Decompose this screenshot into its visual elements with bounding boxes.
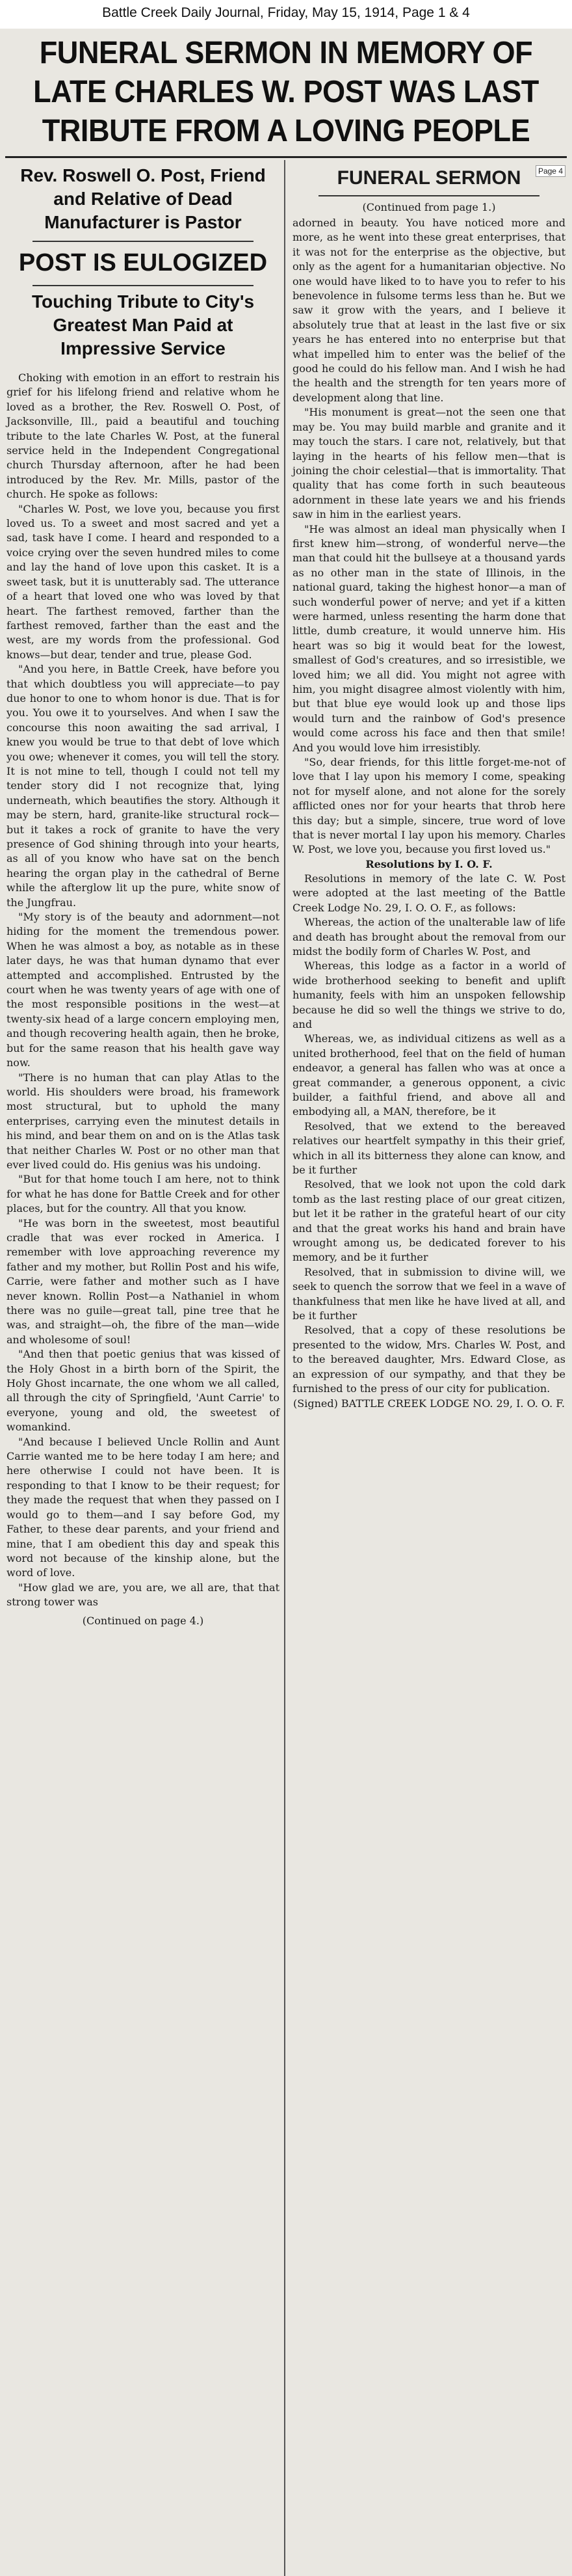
page-caption: Battle Creek Daily Journal, Friday, May 15, 1914, Page 1 & 4 bbox=[102, 5, 470, 20]
article-paragraph: "Charles W. Post, we love you, because you first loved us. To a sweet and most sacred and yet a sad, task have I come. I heard and responded to a voice crying over the seven hundred miles to come and lay the hand of love upon this casket. It is a sweet task, but it is unutterably sad. The utterance of a heart that loved one who was loved by that heart. The farthest removed, farther than the farthest removed, farther than the east and the west, are my words from the professional. God knows—but dear, tender and true, please God. bbox=[6, 502, 280, 661]
article-paragraph: "So, dear friends, for this little forget-me-not of love that I lay upon his memory I come, speaking not for myself alone, and not alone for the sorely afflicted ones nor for your hearts that throb here this day; but a simple, sincere, true word of love that is never mortal I lay upon his memory. Charles W. Post, we love you, because you first loved us." bbox=[292, 756, 566, 856]
article-paragraph: "There is no human that can play Atlas to the world. His shoulders were broad, his framework most structural, but to uphold the many enterprises, carrying even the minutest details in his mind, and bear them on and on is the Atlas task that neither Charles W. Post or no other man that ever lived could do. His genius was his undoing. bbox=[6, 1071, 280, 1171]
resolution-paragraph: Whereas, the action of the unalterable law of life and death has brought about the removal from our midst the bodily form of Charles W. Post, and bbox=[292, 916, 566, 958]
resolution-paragraph: Whereas, this lodge as a factor in a world of wide brotherhood seeking to benefit and uplift humanity, feels with him an unspoken fellowship because he did so well the things we strive to do, and bbox=[292, 959, 566, 1030]
article-paragraph: "My story is of the beauty and adornment—not hiding for the moment the tremendous power. When he was almost a boy, as notable as in these later days, he was that human dynamo that ever attempted and accomplished. Entrusted by the court when he was twenty years of age with one of the most responsible positions in the west—at twenty-six head of a large concern employing men, and though recovering health again, then he broke, but for the same reason that his health gave way now. bbox=[6, 911, 280, 1069]
article-paragraph: "How glad we are, you are, we all are, that that strong tower was bbox=[6, 1581, 280, 1609]
right-article-body bbox=[292, 216, 566, 405]
deck-rule bbox=[32, 285, 254, 286]
article-paragraph: "But for that home touch I am here, not to think for what he has done for Battle Creek and for other places, but for the country. All that you know. bbox=[6, 1173, 280, 1215]
article-paragraph: "He was almost an ideal man physically when I first knew him—strong, of wonderful nerve—the man that could hit the bullseye at a thousand yards as no other man in the state of Illinois, in the national guard, taking the highest honor—a man of such wonderful power of nerve; and yet if a kitten were harmed, unless resenting the harm done that little, dumb creature, it would unnerve him. His heart was so big it would beat for the lowest, smallest of God's creatures, and so irresistible, we loved him; we all did. You might not agree with him, you might disagree almost violently with him, but that blue eye would look up and those lips would turn and the rainbow of God's presence would come across his face and then that smile! And you would love him irresistibly. bbox=[292, 522, 566, 754]
resolutions-body bbox=[292, 872, 566, 1397]
subhead-tribute: Touching Tribute to City's Greatest Man Paid at Impressive Service bbox=[31, 291, 255, 358]
resolution-paragraph: Resolved, that a copy of these resolutions be presented to the widow, Mrs. Charles W. Post, and to the bereaved daughter, Mrs. Edward Close, as an expression of our sympathy, and that they be furnished to the press of our city for publication. bbox=[292, 1324, 566, 1395]
article-paragraph: "And then that poetic genius that was kissed of the Holy Ghost in a birth born of the Spirit, the Holy Ghost incarnate, the one whom we all called, all through the city of Springfield, 'Aunt Carrie' to everyone, young and old, the sweetest of womankind. bbox=[6, 1348, 280, 1434]
article-paragraph: "And because I believed Uncle Rollin and Aunt Carrie wanted me to be here today I am here; and here otherwise I could not have been. It is responding to that I know to be their request; for they made the request that when they passed on I would go to them—and I say before God, my Father, to these dear parents, and your friend and mine, that I am obedient this day and speak this word not because of the kinship alone, but the word of love. bbox=[6, 1435, 280, 1579]
article-paragraph: "He was born in the sweetest, most beautiful cradle that was ever rocked in America. I remember with love approaching reverence my father and my mother, but Rollin Post and his wife, Carrie, were father and mother such as I have never known. Rollin Post—a Nathaniel in whom there was no guile—great tall, pine tree that he was, and straight—oh, the fibre of the man—wide and wholesome of soul! bbox=[6, 1216, 280, 1346]
right-column bbox=[292, 164, 566, 1411]
banner-line-1: FUNERAL SERMON IN MEMORY OF bbox=[39, 36, 533, 70]
continued-from-note: (Continued from page 1.) bbox=[362, 201, 496, 213]
resolution-paragraph: Resolved, that we extend to the bereaved relatives our heartfelt sympathy in this their grief, which in all its bitterness they alone can know, and be it further bbox=[292, 1120, 566, 1176]
continuation-title-text: FUNERAL SERMON bbox=[337, 167, 521, 189]
page-tag: Page 4 bbox=[536, 165, 566, 177]
deck-rule bbox=[32, 241, 254, 242]
newspaper-clipping bbox=[0, 29, 572, 2576]
resolution-paragraph: Resolved, that we look not upon the cold dark tomb as the last resting place of our great citizen, but let it be rather in the grateful heart of our city and that the great works his hand and brain have wrought among us, be dedicated forever to his memory, and be it further bbox=[292, 1178, 566, 1264]
right-article-body-cont bbox=[292, 405, 566, 857]
left-column bbox=[6, 164, 280, 1628]
article-paragraph: Choking with emotion in an effort to restrain his grief for his lifelong friend and relative whom he loved as a brother, the Rev. Roswell O. Post, of Jacksonville, Ill., paid a beautiful and touching tribute to the late Charles W. Post, at the funeral service held in the Independent Congregational church Thursday afternoon, after he had been introduced by the Rev. Mr. Mills, pastor of the church. He spoke as follows: bbox=[6, 371, 280, 501]
title-rule bbox=[318, 195, 540, 196]
banner-line-2: LATE CHARLES W. POST WAS LAST bbox=[33, 75, 539, 109]
resolutions-heading: Resolutions by I. O. F. bbox=[365, 857, 493, 870]
resolution-paragraph: Resolved, that in submission to divine will, we seek to quench the sorrow that we feel in a wave of thankfulness that men like he have lived at all, and be it further bbox=[292, 1265, 566, 1322]
article-paragraph: "His monument is great—not the seen one that may be. You may build marble and granite and it may touch the stars. I care not, relatively, but that laying in the hearts of his fellow men—that is joining the choir celestial—that is immortality. That quality that has come forth in such beauteous adornment in these late years we and his friends saw in him in the earliest years. bbox=[292, 406, 566, 521]
left-article-body bbox=[6, 371, 280, 1610]
continuation-title bbox=[292, 165, 566, 191]
continued-on-note: (Continued on page 4.) bbox=[82, 1614, 204, 1627]
banner-line-3: TRIBUTE FROM A LOVING PEOPLE bbox=[42, 114, 530, 148]
subhead-eulogized: POST IS EULOGIZED bbox=[18, 249, 268, 276]
banner-headline bbox=[21, 34, 551, 151]
banner-divider bbox=[5, 156, 567, 158]
signature-line: (Signed) BATTLE CREEK LODGE NO. 29, I. O. O. F. bbox=[293, 1397, 565, 1410]
resolution-paragraph: Whereas, we, as individual citizens as well as a united brotherhood, feel that on the field of human endeavor, a general has fallen who was at once a great commander, a generous opponent, a civic builder, a faithful friend, and above all and embodying all, a MAN, therefore, be it bbox=[292, 1032, 566, 1118]
resolution-paragraph: Resolutions in memory of the late C. W. Post were adopted at the last meeting of the Battle Creek Lodge No. 29, I. O. O. F., as follows: bbox=[292, 872, 566, 914]
column-divider bbox=[284, 160, 285, 2576]
subhead-pastor: Rev. Roswell O. Post, Friend and Relative of Dead Manufacturer is Pastor bbox=[20, 165, 266, 232]
article-paragraph: adorned in beauty. You have noticed more and more, as he went into these great enterprises, that it was not for the enterprise as the objective, but only as the agent for a humanitarian objective. No one would have liked to to have you to refer to his benevolence in fulsome terms less than he. But we saw it grow with the years, and I believe it absolutely true that at least in the last five or six years he has entered into no enterprise but that what impelled him to enter was the belief of the good he could do his fellow man. And I wish he had the health and the strength for ten years more of development along that line. bbox=[292, 217, 566, 404]
article-paragraph: "And you here, in Battle Creek, have before you that which doubtless you will appreciate—to pay due honor to one to whom honor is due. That is for you. You owe it to yourselves. And when I saw the concourse this noon awaiting the sad arrival, I knew you would be true to that debt of love which you owe; whenever it comes, you will tell the story. It is not mine to tell, though I could not tell my tender story did I not recognize that, lying underneath, which beautifies the story. Although it may be stern, hard, granite-like structural rock—but it takes a rock of granite to have the very presence of God shining through into your hearts, as all of you know who have sat on the bench hearing the organ play in the cathedral of Berne while the afterglow lit up the pure, white snow of the Jungfrau. bbox=[6, 663, 280, 909]
